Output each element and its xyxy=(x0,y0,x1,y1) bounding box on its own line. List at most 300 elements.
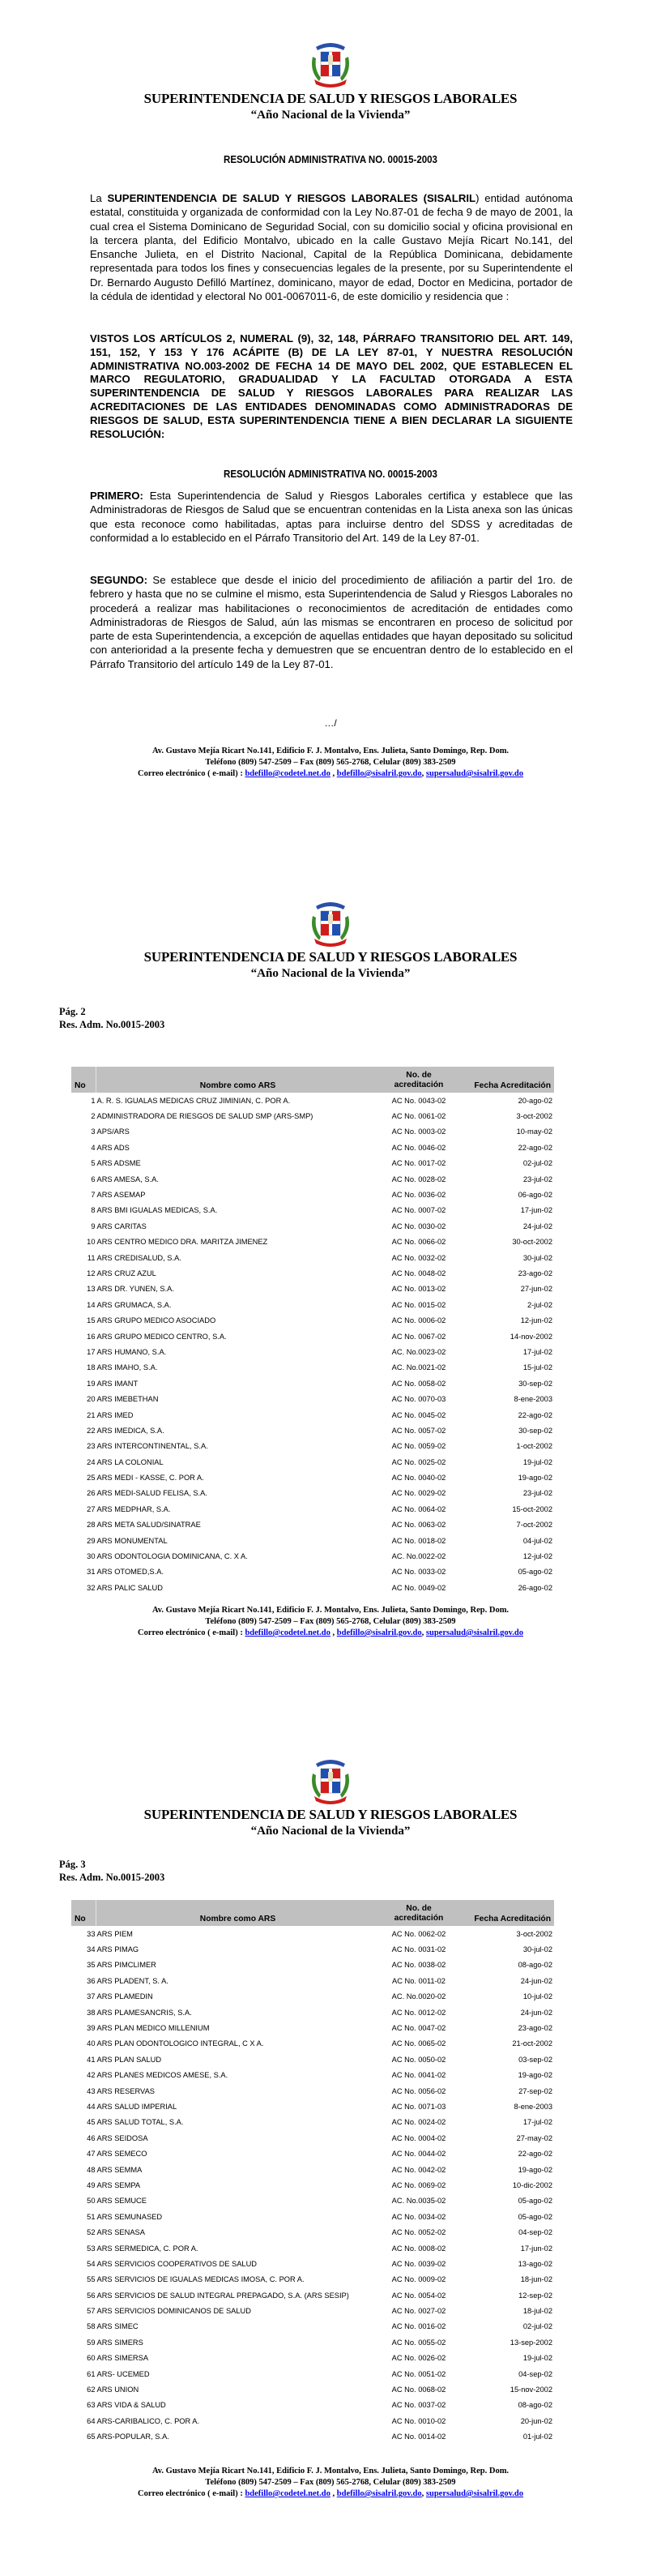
accreditation-date: 08-ago-02 xyxy=(518,2401,552,2410)
accreditation-date: 22-ago-02 xyxy=(518,2150,552,2159)
ars-name: ARS SALUD IMPERIAL xyxy=(96,2102,177,2111)
accreditation-date: 03-sep-02 xyxy=(518,2055,552,2064)
accreditation-date: 01-jul-02 xyxy=(522,2433,552,2441)
accreditation-date: 15-nov-2002 xyxy=(510,2386,552,2394)
row-number: 11 xyxy=(87,1253,96,1262)
table-row xyxy=(71,1941,554,1957)
accreditation-date: 12-jul-02 xyxy=(522,1552,552,1561)
accreditation-number: AC No. 0045-02 xyxy=(391,1410,446,1419)
email-link-supersalud[interactable]: supersalud@sisalril.gov.do xyxy=(425,769,523,778)
ars-name: ARS-CARIBALICO, C. POR A. xyxy=(96,2416,200,2425)
col-header-no: No xyxy=(71,1067,96,1093)
row-number: 51 xyxy=(87,2212,96,2221)
table-header-row xyxy=(71,1067,554,1093)
accreditation-number: AC No. 0025-02 xyxy=(391,1457,446,1466)
table-row xyxy=(71,1093,554,1108)
accreditation-number: AC No. 0048-02 xyxy=(391,1269,446,1277)
accreditation-date: 30-oct-2002 xyxy=(512,1238,552,1247)
footer-emails: Correo electrónico ( e-mail) : bdefillo@codetel.net.do , bdefillo@sisalril.gov.do, supersalud@sisalril.gov.do xyxy=(138,2489,523,2498)
accreditation-date: 8-ene-2003 xyxy=(514,2102,552,2111)
row-number: 65 xyxy=(87,2433,96,2441)
row-number: 41 xyxy=(87,2055,96,2064)
ars-name: ARS MONUMENTAL xyxy=(96,1536,168,1545)
ars-name: ARS SALUD TOTAL, S.A. xyxy=(96,2118,184,2127)
accreditation-number: AC. No.0021-02 xyxy=(391,1363,446,1372)
ars-name: ARS PLADENT, S. A. xyxy=(96,1976,168,1985)
accreditation-date: 13-ago-02 xyxy=(518,2259,552,2268)
table-row xyxy=(71,1989,554,2005)
page-1 xyxy=(0,0,661,859)
ars-name: ARS PLAN ODONTOLOGICO INTEGRAL, C X A. xyxy=(96,2039,264,2048)
accreditation-date: 02-jul-02 xyxy=(522,1159,552,1168)
row-number: 31 xyxy=(87,1568,96,1577)
table-header-row xyxy=(71,1900,554,1926)
accreditation-number: AC No. 0068-02 xyxy=(391,2386,446,2394)
accreditation-date: 7-oct-2002 xyxy=(516,1521,552,1530)
row-number: 59 xyxy=(87,2338,96,2347)
email-link-codetel[interactable]: bdefillo@codetel.net.do xyxy=(245,2489,330,2498)
page-2 xyxy=(0,859,661,1718)
table-row xyxy=(71,2429,554,2445)
table-row xyxy=(71,2036,554,2052)
accreditation-date: 15-jul-02 xyxy=(522,1363,552,1372)
row-number: 30 xyxy=(87,1552,96,1561)
row-number: 57 xyxy=(87,2307,96,2316)
accreditation-date: 05-ago-02 xyxy=(518,2197,552,2206)
table-row xyxy=(71,2366,554,2381)
table-row xyxy=(71,1265,554,1281)
row-number: 61 xyxy=(87,2369,96,2378)
table-row xyxy=(71,2287,554,2303)
table-row xyxy=(71,1344,554,1359)
row-number: 44 xyxy=(87,2102,96,2111)
row-number: 17 xyxy=(87,1347,96,1356)
row-number: 39 xyxy=(87,2024,96,2033)
coat-of-arms-icon xyxy=(306,898,355,947)
accreditation-number: AC No. 0026-02 xyxy=(391,2354,446,2363)
accreditation-number: AC No. 0041-02 xyxy=(391,2071,446,2080)
accreditation-date: 12-jun-02 xyxy=(520,1316,552,1325)
footer-emails: Correo electrónico ( e-mail) : bdefillo@codetel.net.do , bdefillo@sisalril.gov.do, supersalud@sisalril.gov.do xyxy=(138,769,523,778)
row-number: 24 xyxy=(87,1457,96,1466)
ars-name: ARS AMESA, S.A. xyxy=(96,1175,159,1183)
email-link-supersalud[interactable]: supersalud@sisalril.gov.do xyxy=(425,1628,523,1637)
ars-name: ARS IMED xyxy=(96,1410,134,1419)
accreditation-date: 8-ene-2003 xyxy=(514,1395,552,1404)
ars-name: ARS-POPULAR, S.A. xyxy=(96,2433,169,2441)
accreditation-number: AC No. 0056-02 xyxy=(391,2086,446,2095)
accreditation-number: AC No. 0063-02 xyxy=(391,1521,446,1530)
accreditation-number: AC No. 0054-02 xyxy=(391,2291,446,2300)
accreditation-date: 05-ago-02 xyxy=(518,2212,552,2221)
accreditation-number: AC No. 0017-02 xyxy=(391,1159,446,1168)
row-number: 10 xyxy=(87,1238,96,1247)
coat-of-arms-icon xyxy=(306,1756,355,1804)
table-row xyxy=(71,2319,554,2334)
row-number: 50 xyxy=(87,2197,96,2206)
ars-name: ARS VIDA & SALUD xyxy=(96,2401,166,2410)
footer-email-label: Correo electrónico ( e-mail) : xyxy=(138,769,245,778)
organization-title: SUPERINTENDENCIA DE SALUD Y RIESGOS LABORALES xyxy=(143,949,518,965)
accreditation-date: 30-sep-02 xyxy=(518,1379,552,1388)
row-number: 43 xyxy=(87,2086,96,2095)
table-row xyxy=(71,2193,554,2209)
table-row xyxy=(71,2224,554,2240)
row-number: 64 xyxy=(87,2416,96,2425)
ars-name: ARS SIMERSA xyxy=(96,2354,149,2363)
page-footer xyxy=(0,2466,661,2500)
page-footer xyxy=(0,1605,661,1639)
ars-name: ARS SERVICIOS COOPERATIVOS DE SALUD xyxy=(96,2259,258,2268)
ars-name: ARS PLAN MEDICO MILLENIUM xyxy=(96,2024,210,2033)
row-number: 1 xyxy=(91,1096,96,1105)
accreditation-number: AC No. 0009-02 xyxy=(391,2275,446,2284)
accreditation-date: 1-oct-2002 xyxy=(516,1442,552,1451)
email-link-bdefillo[interactable]: bdefillo@sisalril.gov.do xyxy=(336,1628,422,1637)
table-row xyxy=(71,2177,554,2193)
resolution-heading-2: RESOLUCIÓN ADMINISTRATIVA NO. 00015-2003 xyxy=(224,469,437,480)
page-reference xyxy=(59,1858,164,1884)
ars-table xyxy=(71,1067,554,1596)
accreditation-date: 13-sep-2002 xyxy=(510,2338,552,2347)
accreditation-number: AC No. 0040-02 xyxy=(391,1474,446,1483)
accreditation-date: 04-jul-02 xyxy=(522,1536,552,1545)
accreditation-number: AC No. 0016-02 xyxy=(391,2322,446,2331)
accreditation-number: AC No. 0061-02 xyxy=(391,1112,446,1121)
segundo-label: SEGUNDO: xyxy=(90,574,148,586)
table-row xyxy=(71,2351,554,2366)
ars-name: ARS SEMUCE xyxy=(96,2197,147,2206)
table-row xyxy=(71,1329,554,1344)
segundo-paragraph xyxy=(90,573,573,671)
accreditation-number: AC. No.0022-02 xyxy=(391,1552,446,1561)
row-number: 47 xyxy=(87,2150,96,2159)
email-link-codetel[interactable]: bdefillo@codetel.net.do xyxy=(245,1628,330,1637)
accreditation-number: AC No. 0050-02 xyxy=(391,2055,446,2064)
table-row xyxy=(71,2334,554,2350)
ars-name: ARS GRUMACA, S.A. xyxy=(96,1300,172,1309)
table-row xyxy=(71,2398,554,2413)
accreditation-number: AC No. 0057-02 xyxy=(391,1426,446,1435)
row-number: 9 xyxy=(91,1222,96,1230)
ars-name: ARS CARITAS xyxy=(96,1222,147,1230)
accreditation-number: AC No. 0059-02 xyxy=(391,1442,446,1451)
row-number: 21 xyxy=(87,1410,96,1419)
email-link-supersalud[interactable]: supersalud@sisalril.gov.do xyxy=(425,2489,523,2498)
row-number: 5 xyxy=(91,1159,96,1168)
page-footer xyxy=(0,746,661,780)
ars-name: ARS BMI IGUALAS MEDICAS, S.A. xyxy=(96,1206,218,1215)
table-row xyxy=(71,1958,554,1973)
accreditation-number: AC No. 0062-02 xyxy=(391,1929,446,1938)
row-number: 48 xyxy=(87,2165,96,2174)
ars-name: ARS SIMERS xyxy=(96,2338,143,2347)
accreditation-date: 06-ago-02 xyxy=(518,1191,552,1200)
ars-name: ARS IMANT xyxy=(96,1379,139,1388)
accreditation-number: AC No. 0003-02 xyxy=(391,1128,446,1136)
table-row xyxy=(71,2209,554,2224)
table-row xyxy=(71,1926,554,1941)
accreditation-date: 30-jul-02 xyxy=(522,1253,552,1262)
primero-label: PRIMERO: xyxy=(90,490,143,502)
table-row xyxy=(71,2068,554,2083)
table-row xyxy=(71,1171,554,1187)
page-3 xyxy=(0,1717,661,2576)
table-row xyxy=(71,1423,554,1438)
ars-name: ARS SEMMA xyxy=(96,2165,143,2174)
table-row xyxy=(71,2020,554,2035)
accreditation-date: 12-sep-02 xyxy=(518,2291,552,2300)
motto: “Año Nacional de la Vivienda” xyxy=(250,1825,411,1838)
accreditation-date: 22-ago-02 xyxy=(518,1410,552,1419)
accreditation-date: 17-jul-02 xyxy=(522,1347,552,1356)
ars-name: APS/ARS xyxy=(96,1128,130,1136)
row-number: 55 xyxy=(87,2275,96,2284)
col-header-acc-line1: No. de xyxy=(406,1904,432,1913)
accreditation-number: AC No. 0012-02 xyxy=(391,2008,446,2017)
vistos-paragraph: VISTOS LOS ARTÍCULOS 2, NUMERAL (9), 32, 148, PÁRRAFO TRANSITORIO DEL ART. 149, 151, 152, Y 153 Y 176 ACÁPITE (B) DE LA LEY 87-01, Y NUESTRA RESOLUCIÓN ADMINISTRATIVA NO.003-2002 DE FECHA 14 DE MAYO DEL 2002, QUE ESTABLECEN EL MARCO REGULATORIO, GRADUALIDAD Y LA FACULTAD OTORGADA A ESTA SUPERINTENDENCIA DE SALUD Y RIESGOS LABORALES PARA REALIZAR LAS ACREDITACIONES DE LAS ENTIDADES DENOMINADAS COMO ADMINISTRADORAS DE RIESGOS DE SALUD, ESTA SUPERINTENDENCIA TIENE A BIEN DECLARAR LA SIGUIENTE RESOLUCIÓN: xyxy=(90,332,573,440)
col-header-no: No xyxy=(71,1900,96,1926)
accreditation-number: AC No. 0032-02 xyxy=(391,1253,446,1262)
ars-name: A. R. S. IGUALAS MEDICAS CRUZ JIMINIAN, C. POR A. xyxy=(96,1096,291,1105)
table-row xyxy=(71,1407,554,1423)
table-row xyxy=(71,1187,554,1202)
accreditation-date: 10-dic-2002 xyxy=(512,2180,552,2189)
motto: “Año Nacional de la Vivienda” xyxy=(250,109,411,122)
accreditation-date: 3-oct-2002 xyxy=(516,1929,552,1938)
accreditation-number: AC No. 0024-02 xyxy=(391,2118,446,2127)
ars-name: ARS PLANES MEDICOS AMESE, S.A. xyxy=(96,2071,228,2080)
table-row xyxy=(71,1156,554,1171)
row-number: 6 xyxy=(91,1175,96,1183)
ars-name: ARS ADSME xyxy=(96,1159,141,1168)
table-row xyxy=(71,1282,554,1297)
row-number: 53 xyxy=(87,2244,96,2253)
accreditation-number: AC No. 0029-02 xyxy=(391,1489,446,1498)
accreditation-date: 20-ago-02 xyxy=(518,1096,552,1105)
table-row xyxy=(71,1517,554,1533)
col-header-name: Nombre como ARS xyxy=(96,1900,380,1926)
row-number: 27 xyxy=(87,1504,96,1513)
footer-address: Av. Gustavo Mejía Ricart No.141, Edificio F. J. Montalvo, Ens. Julieta, Santo Domingo, Rep. Dom. xyxy=(151,747,510,755)
footer-address: Av. Gustavo Mejía Ricart No.141, Edificio F. J. Montalvo, Ens. Julieta, Santo Domingo, Rep. Dom. xyxy=(151,2467,510,2475)
coat-of-arms-icon xyxy=(306,39,355,88)
col-header-accreditation xyxy=(379,1900,458,1926)
accreditation-date: 05-ago-02 xyxy=(518,1568,552,1577)
row-number: 13 xyxy=(87,1285,96,1294)
ars-name: ADMINISTRADORA DE RIESGOS DE SALUD SMP (ARS-SMP) xyxy=(96,1112,313,1121)
accreditation-date: 15-oct-2002 xyxy=(512,1504,552,1513)
intro-text: ) entidad autónoma estatal, constituida y organizada de conformidad con la Ley No.87-01 de fecha 9 de mayo de 2001, la cual crea el Sistema Dominicano de Seguridad Social, con su domicilio social y oficina provisional en la tercera planta, del Edificio Montalvo, ubicado en la calle Gustavo Mejía Ricart No.141, del Ensanche Julieta, en el Distrito Nacional, Capital de la República Dominicana, debidamente representada para todos los fines y consecuencias legales de la presente, por su Superintendente el Dr. Bernardo Augusto Defilló Martínez, dominicano, mayor de edad, Doctor en Medicina, portador de la cédula de identidad y electoral No 001-0067011-6, de este domicilio y residencia que : xyxy=(90,192,573,303)
row-number: 54 xyxy=(87,2259,96,2268)
accreditation-date: 23-ago-02 xyxy=(518,2024,552,2033)
footer-phones: Teléfono (809) 547-2509 – Fax (809) 565-2768, Celular (809) 383-2509 xyxy=(205,1617,456,1626)
accreditation-number: AC No. 0052-02 xyxy=(391,2228,446,2237)
table-row xyxy=(71,1124,554,1140)
accreditation-date: 21-oct-2002 xyxy=(512,2039,552,2048)
accreditation-date: 27-may-02 xyxy=(516,2133,552,2142)
footer-email-label: Correo electrónico ( e-mail) : xyxy=(138,2489,245,2498)
accreditation-date: 08-ago-02 xyxy=(518,1961,552,1970)
ars-name: ARS SENASA xyxy=(96,2228,145,2237)
row-number: 14 xyxy=(87,1300,96,1309)
footer-emails: Correo electrónico ( e-mail) : bdefillo@codetel.net.do , bdefillo@sisalril.gov.do, supersalud@sisalril.gov.do xyxy=(138,1628,523,1637)
accreditation-number: AC No. 0004-02 xyxy=(391,2133,446,2142)
accreditation-number: AC No. 0051-02 xyxy=(391,2369,446,2378)
ars-name: ARS SERVICIOS DE SALUD INTEGRAL PREPAGADO, S.A. (ARS SESIP) xyxy=(96,2291,349,2300)
accreditation-number: AC No. 0018-02 xyxy=(391,1536,446,1545)
accreditation-number: AC No. 0067-02 xyxy=(391,1332,446,1341)
accreditation-date: 18-jul-02 xyxy=(522,2307,552,2316)
accreditation-number: AC No. 0047-02 xyxy=(391,2024,446,2033)
ars-name: ARS RESERVAS xyxy=(96,2086,155,2095)
accreditation-date: 30-sep-02 xyxy=(518,1426,552,1435)
accreditation-number: AC No. 0065-02 xyxy=(391,2039,446,2048)
ars-name: ARS CENTRO MEDICO DRA. MARITZA JIMENEZ xyxy=(96,1238,268,1247)
accreditation-number: AC No. 0030-02 xyxy=(391,1222,446,1230)
row-number: 42 xyxy=(87,2071,96,2080)
table-row xyxy=(71,1564,554,1580)
ars-name: ARS CRUZ AZUL xyxy=(96,1269,156,1277)
row-number: 3 xyxy=(91,1128,96,1136)
accreditation-number: AC No. 0028-02 xyxy=(391,1175,446,1183)
row-number: 37 xyxy=(87,1992,96,2001)
accreditation-number: AC No. 0064-02 xyxy=(391,1504,446,1513)
table-row xyxy=(71,2130,554,2146)
table-row xyxy=(71,2381,554,2397)
email-link-bdefillo[interactable]: bdefillo@sisalril.gov.do xyxy=(336,769,422,778)
row-number: 46 xyxy=(87,2133,96,2142)
email-link-codetel[interactable]: bdefillo@codetel.net.do xyxy=(245,769,330,778)
ars-name: ARS OTOMED,S.A. xyxy=(96,1568,164,1577)
footer-email-label: Correo electrónico ( e-mail) : xyxy=(138,1628,245,1637)
table-row xyxy=(71,1501,554,1517)
accreditation-number: AC No. 0038-02 xyxy=(391,1961,446,1970)
row-number: 58 xyxy=(87,2322,96,2331)
accreditation-number: AC No. 0069-02 xyxy=(391,2180,446,2189)
accreditation-date: 23-jul-02 xyxy=(522,1175,552,1183)
row-number: 22 xyxy=(87,1426,96,1435)
page-reference xyxy=(59,1005,164,1031)
primero-paragraph xyxy=(90,489,573,545)
footer-phones: Teléfono (809) 547-2509 – Fax (809) 565-2768, Celular (809) 383-2509 xyxy=(205,2478,456,2487)
table-row xyxy=(71,1140,554,1155)
segundo-text: Se establece que desde el inicio del procedimiento de afiliación a partir del 1ro. de febrero y hasta que no se culmine el mismo, esta Superintendencia de Salud y Riesgos Laborales no procederá a realizar mas habilitaciones o reconocimientos de acreditación de entidades como Administradoras de Riesgos de Salud, aún las mismas se encontraren en proceso de solicitud por parte de esta Superintendencia, a excepción de aquellas entidades que hayan depositado su solicitud con anterioridad a la presente fecha y demuestren que se encuentran dentro de lo establecido en el Párrafo Transitorio del artículo 149 de la Ley 87-01. xyxy=(90,574,573,670)
accreditation-date: 2-jul-02 xyxy=(527,1300,552,1309)
accreditation-date: 04-sep-02 xyxy=(518,2369,552,2378)
row-number: 60 xyxy=(87,2354,96,2363)
accreditation-number: AC No. 0015-02 xyxy=(391,1300,446,1309)
table-body xyxy=(71,1093,554,1596)
accreditation-number: AC No. 0043-02 xyxy=(391,1096,446,1105)
table-row xyxy=(71,1391,554,1406)
ars-name: ARS SERMEDICA, C. POR A. xyxy=(96,2244,198,2253)
accreditation-number: AC No. 0011-02 xyxy=(392,1976,446,1985)
row-number: 20 xyxy=(87,1395,96,1404)
table-row xyxy=(71,2115,554,2130)
ars-name: ARS SEIDOSA xyxy=(96,2133,148,2142)
table-row xyxy=(71,2413,554,2428)
table-row xyxy=(71,2240,554,2256)
organization-title: SUPERINTENDENCIA DE SALUD Y RIESGOS LABORALES xyxy=(143,91,518,106)
page-number: Pág. 3 xyxy=(59,1859,86,1870)
table-row xyxy=(71,2099,554,2114)
ars-name: ARS- UCEMED xyxy=(96,2369,150,2378)
row-number: 23 xyxy=(87,1442,96,1451)
table-row xyxy=(71,2256,554,2271)
row-number: 16 xyxy=(87,1332,96,1341)
ars-name: ARS MEDI-SALUD FELISA, S.A. xyxy=(96,1489,207,1498)
organization-title: SUPERINTENDENCIA DE SALUD Y RIESGOS LABORALES xyxy=(143,1807,518,1822)
primero-text: Esta Superintendencia de Salud y Riesgos Laborales certifica y establece que las Administradoras de Riesgos de Salud que se encuentran contenidas en la Lista anexa son las únicas que esta reconoce como habilitadas, aptas para incluirse dentro del SDSS y acreditadas de conformidad a lo establecido en el Párrafo Transitorio del Art. 149 de la Ley 87-01. xyxy=(90,490,573,544)
email-link-bdefillo[interactable]: bdefillo@sisalril.gov.do xyxy=(336,2489,422,2498)
accreditation-date: 19-jul-02 xyxy=(522,1457,552,1466)
accreditation-number: AC No. 0039-02 xyxy=(391,2259,446,2268)
accreditation-number: AC No. 0071-03 xyxy=(391,2102,446,2111)
accreditation-date: 19-ago-02 xyxy=(518,1474,552,1483)
row-number: 45 xyxy=(87,2118,96,2127)
row-number: 15 xyxy=(87,1316,96,1325)
row-number: 33 xyxy=(87,1929,96,1938)
accreditation-date: 19-jul-02 xyxy=(522,2354,552,2363)
accreditation-number: AC No. 0008-02 xyxy=(391,2244,446,2253)
table-row xyxy=(71,1203,554,1218)
accreditation-date: 24-jul-02 xyxy=(522,1222,552,1230)
accreditation-number: AC No. 0007-02 xyxy=(391,1206,446,1215)
resolution-heading: RESOLUCIÓN ADMINISTRATIVA NO. 00015-2003 xyxy=(224,154,437,165)
accreditation-date: 04-sep-02 xyxy=(518,2228,552,2237)
accreditation-number: AC. No.0023-02 xyxy=(391,1347,446,1356)
accreditation-date: 23-ago-02 xyxy=(518,1269,552,1277)
row-number: 7 xyxy=(91,1191,96,1200)
table-row xyxy=(71,1360,554,1376)
accreditation-date: 3-oct-2002 xyxy=(516,1112,552,1121)
accreditation-date: 17-jun-02 xyxy=(520,2244,552,2253)
col-header-acc-line1: No. de xyxy=(406,1071,432,1080)
accreditation-date: 27-jun-02 xyxy=(520,1285,552,1294)
ars-name: ARS ASEMAP xyxy=(96,1191,146,1200)
row-number: 4 xyxy=(91,1143,96,1152)
page-number: Pág. 2 xyxy=(59,1006,86,1017)
row-number: 34 xyxy=(87,1945,96,1954)
table-row xyxy=(71,1235,554,1250)
table-row xyxy=(71,1486,554,1501)
row-number: 26 xyxy=(87,1489,96,1498)
row-number: 12 xyxy=(87,1269,96,1277)
accreditation-number: AC No. 0058-02 xyxy=(391,1379,446,1388)
table-row xyxy=(71,2146,554,2161)
ars-name: ARS SERVICIOS DE IGUALAS MEDICAS IMOSA, C. POR A. xyxy=(96,2275,305,2284)
table-row xyxy=(71,2052,554,2067)
ars-name: ARS ODONTOLOGIA DOMINICANA, C. X A. xyxy=(96,1552,248,1561)
row-number: 56 xyxy=(87,2291,96,2300)
accreditation-date: 22-ago-02 xyxy=(518,1143,552,1152)
accreditation-number: AC No. 0034-02 xyxy=(391,2212,446,2221)
accreditation-number: AC No. 0055-02 xyxy=(391,2338,446,2347)
row-number: 19 xyxy=(87,1379,96,1388)
row-number: 40 xyxy=(87,2039,96,2048)
table-row xyxy=(71,1218,554,1234)
table-row xyxy=(71,2303,554,2318)
ars-name: ARS GRUPO MEDICO ASOCIADO xyxy=(96,1316,216,1325)
accreditation-number: AC No. 0027-02 xyxy=(391,2307,446,2316)
col-header-date: Fecha Acreditación xyxy=(458,1900,554,1926)
row-number: 2 xyxy=(91,1112,96,1121)
ars-name: ARS SIMEC xyxy=(96,2322,139,2331)
ars-name: ARS DR. YUNEN, S.A. xyxy=(96,1285,174,1294)
table-row xyxy=(71,1439,554,1454)
ars-name: ARS SEMUNASED xyxy=(96,2212,163,2221)
